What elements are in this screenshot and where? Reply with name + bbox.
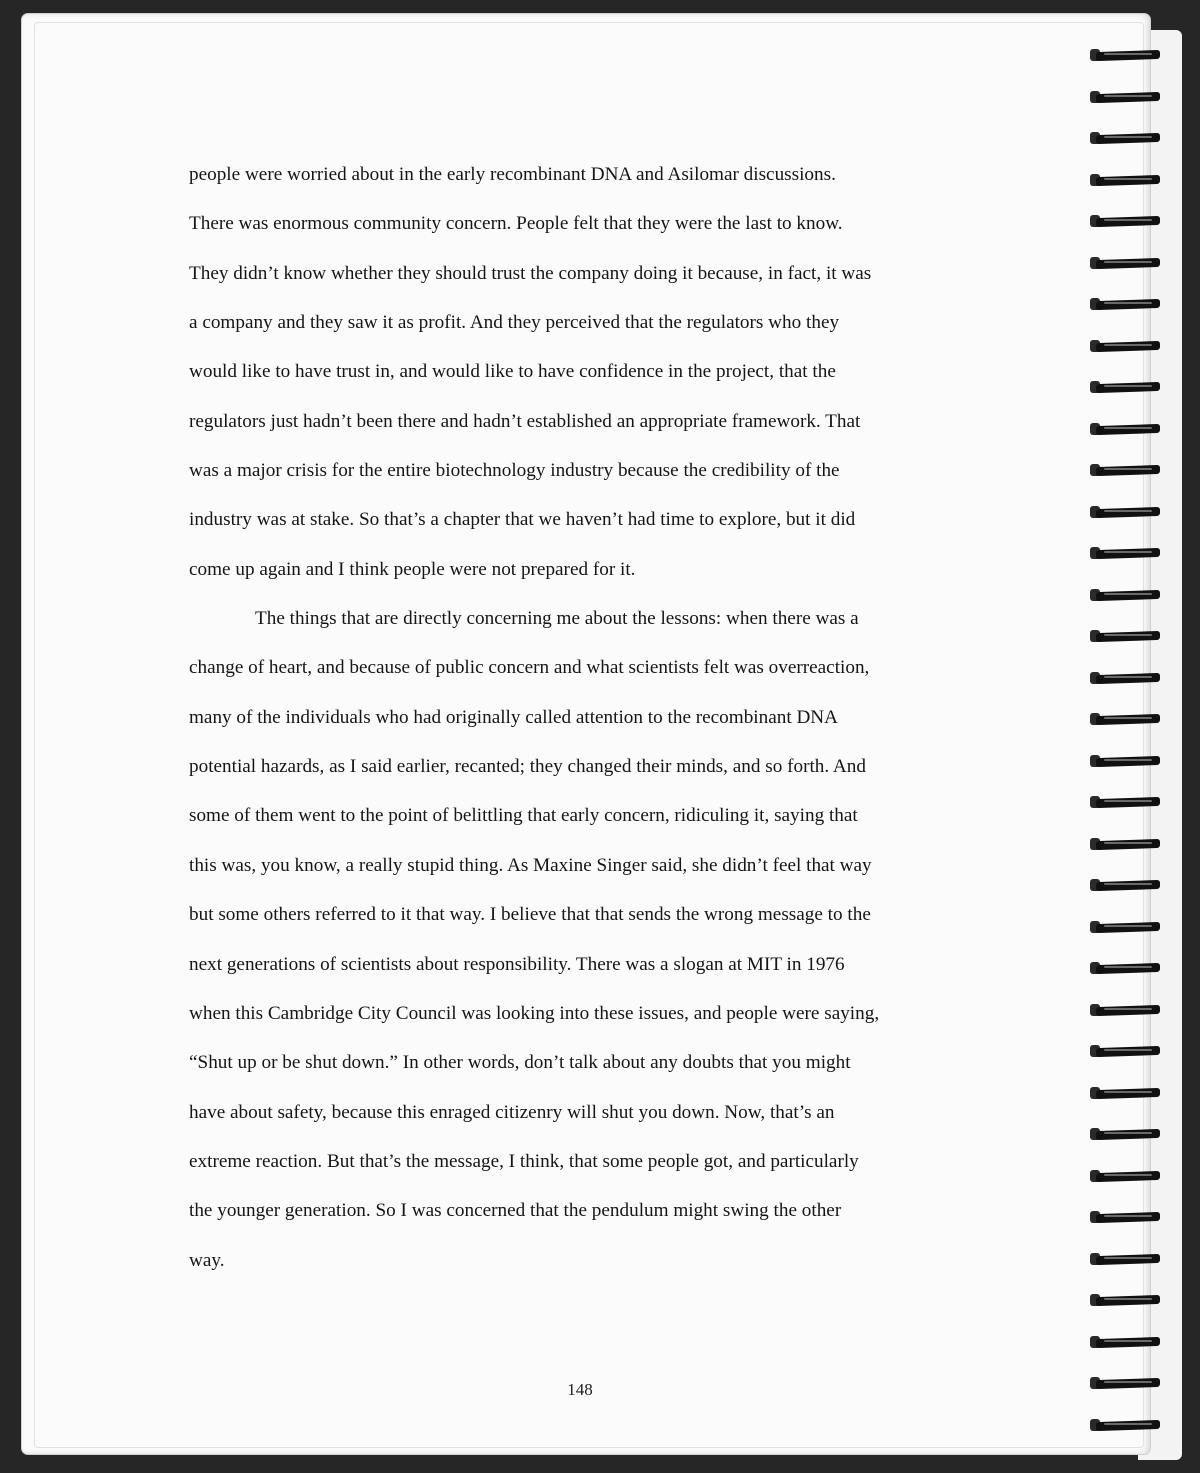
binding-loop [1090,1376,1168,1390]
binding-loop [1090,1169,1168,1183]
binding-loop [1090,1293,1168,1307]
binding-loop [1090,1003,1168,1017]
binding-loop [1090,588,1168,602]
binding-loop [1090,671,1168,685]
binding-loop [1090,131,1168,145]
binding-loop [1090,1127,1168,1141]
text-line: There was enormous community concern. People felt that they were the last to know. [189,213,843,235]
binding-loop [1090,1086,1168,1100]
page-number: 148 [567,1380,593,1399]
binding-loop [1090,795,1168,809]
text-line: the younger generation. So I was concerned that the pendulum might swing the other [189,1200,842,1222]
text-line: when this Cambridge City Council was looking into these issues, and people were saying, [189,1002,880,1024]
binding-loop [1090,380,1168,394]
binding-loop [1090,920,1168,934]
binding-loop [1090,463,1168,477]
text-line: way. [189,1249,225,1271]
text-line: potential hazards, as I said earlier, recanted; they changed their minds, and so forth. And [189,756,866,778]
binding-loop [1090,1418,1168,1432]
spiral-binding [1090,40,1170,1450]
text-line: industry was at stake. So that’s a chapter that we haven’t had time to explore, but it did [189,509,856,531]
binding-loop [1090,546,1168,560]
binding-loop [1090,629,1168,643]
binding-loop [1090,297,1168,311]
text-line: regulators just hadn’t been there and hadn’t established an appropriate framework. That [189,410,861,432]
binding-loop [1090,90,1168,104]
text-line: many of the individuals who had originally called attention to the recombinant DNA [189,706,839,728]
text-line: change of heart, and because of public concern and what scientists felt was overreaction, [189,657,870,679]
binding-loop [1090,837,1168,851]
text-line: would like to have trust in, and would like to have confidence in the project, that the [189,361,836,383]
binding-loop [1090,1252,1168,1266]
binding-loop [1090,1335,1168,1349]
binding-loop [1090,712,1168,726]
binding-loop [1090,961,1168,975]
binding-loop [1090,505,1168,519]
text-line: but some others referred to it that way. I believe that that sends the wrong message to the [189,904,871,926]
body-text [189,150,979,1285]
binding-loop [1090,754,1168,768]
binding-loop [1090,256,1168,270]
text-line: “Shut up or be shut down.” In other words, don’t talk about any doubts that you might [189,1052,851,1074]
binding-loop [1090,422,1168,436]
text-line: a company and they saw it as profit. And they perceived that the regulators who they [189,312,840,334]
text-line: this was, you know, a really stupid thing. As Maxine Singer said, she didn’t feel that way [189,854,872,876]
binding-loop [1090,48,1168,62]
text-line: some of them went to the point of belittling that early concern, ridiculing it, saying that [189,805,858,827]
binding-loop [1090,214,1168,228]
binding-loop [1090,878,1168,892]
binding-loop [1090,339,1168,353]
text-line: come up again and I think people were not prepared for it. [189,558,636,580]
text-line: extreme reaction. But that’s the message, I think, that some people got, and particularly [189,1150,859,1172]
text-line: have about safety, because this enraged citizenry will shut you down. Now, that’s an [189,1101,835,1123]
binding-loop [1090,1044,1168,1058]
text-line: They didn’t know whether they should trust the company doing it because, in fact, it was [189,262,872,284]
paragraph-start-line: The things that are directly concerning me about the lessons: when there was a [255,608,859,630]
text-line: people were worried about in the early recombinant DNA and Asilomar discussions. [189,164,836,185]
text-line: next generations of scientists about responsibility. There was a slogan at MIT in 1976 [189,953,845,975]
text-line: was a major crisis for the entire biotechnology industry because the credibility of the [189,460,840,482]
binding-loop [1090,1210,1168,1224]
binding-loop [1090,173,1168,187]
